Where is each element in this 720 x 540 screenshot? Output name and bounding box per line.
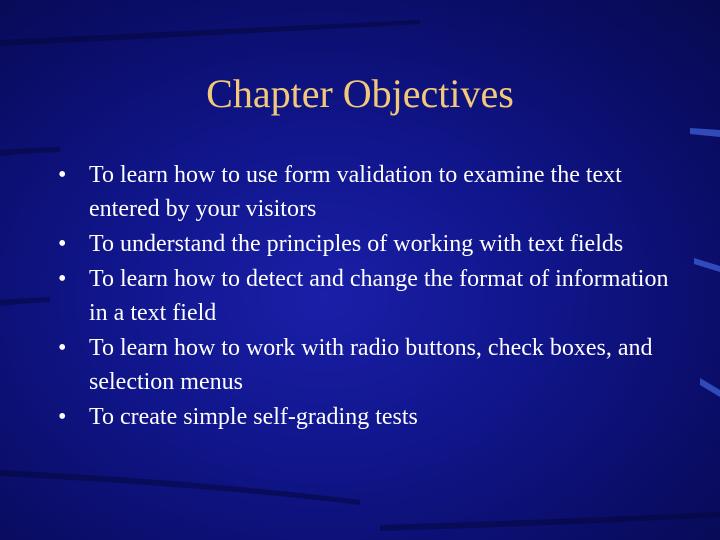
bullet-icon: • <box>58 335 67 361</box>
bullet-icon: • <box>58 231 67 257</box>
bullet-list <box>58 158 678 435</box>
list-item <box>58 262 678 330</box>
slide-title: Chapter Objectives <box>206 71 514 116</box>
list-item <box>58 331 678 399</box>
bullet-text: To learn how to detect and change the format of information in a text field <box>89 266 669 326</box>
bullet-text: To understand the principles of working with text fields <box>89 231 624 257</box>
bullet-icon: • <box>58 162 67 188</box>
list-item <box>58 227 678 261</box>
list-item <box>58 158 678 226</box>
bullet-icon: • <box>58 404 67 430</box>
bullet-icon: • <box>58 266 67 292</box>
bullet-text: To learn how to work with radio buttons, check boxes, and selection menus <box>89 335 653 395</box>
bullet-text: To create simple self-grading tests <box>89 404 418 430</box>
list-item <box>58 400 678 434</box>
bullet-text: To learn how to use form validation to examine the text entered by your visitors <box>89 162 622 222</box>
